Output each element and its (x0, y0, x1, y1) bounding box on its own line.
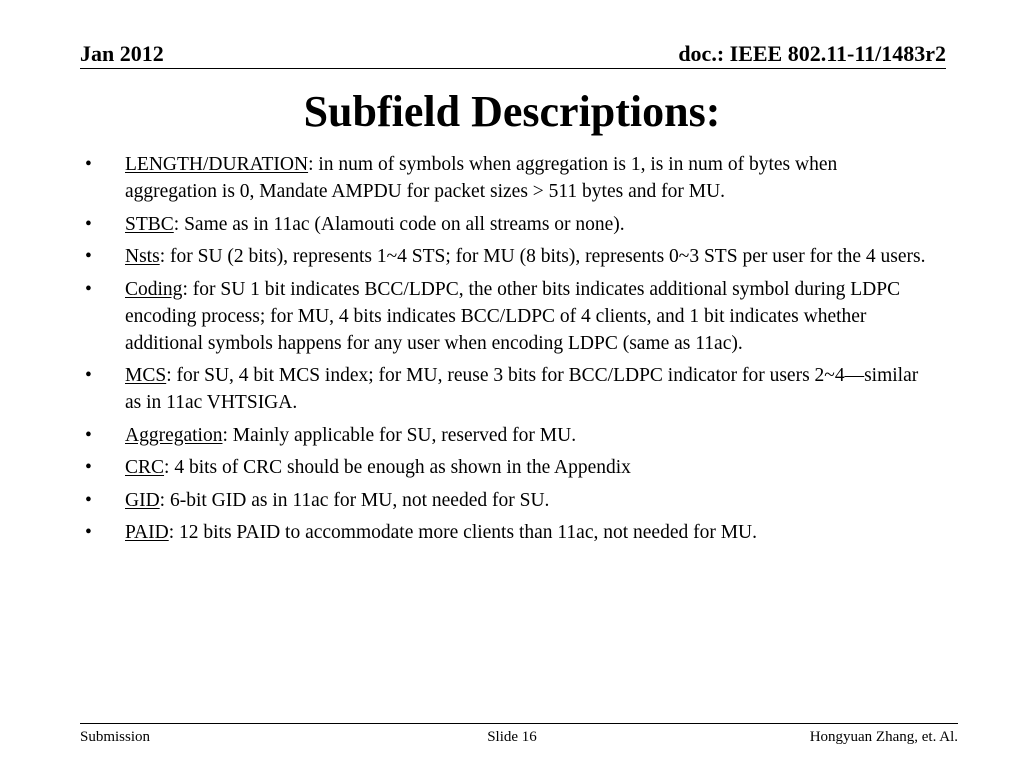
bullet-icon: • (85, 246, 92, 267)
bullet-icon: • (85, 365, 92, 386)
bullet-item-coding (84, 276, 932, 357)
header-divider (80, 68, 946, 69)
bullet-text: : Same as in 11ac (Alamouti code on all streams or none). (173, 213, 625, 235)
bullet-term: Nsts (125, 246, 160, 267)
bullet-icon: • (85, 522, 92, 543)
bullet-term: MCS (125, 365, 167, 386)
bullet-term: Aggregation (125, 424, 223, 446)
bullet-term: CRC (125, 457, 165, 478)
bullet-icon: • (85, 489, 92, 511)
bullet-icon: • (85, 213, 92, 235)
bullet-icon: • (85, 278, 92, 300)
bullet-text: : for SU (2 bits), represents 1~4 STS; for MU (8 bits), represents 0~3 STS per user for the 4 users. (159, 246, 926, 267)
bullet-item-gid (84, 487, 932, 514)
footer-submission: Submission (80, 729, 151, 745)
bullet-text: : 12 bits PAID to accommodate more clients than 11ac, not needed for MU. (168, 522, 758, 543)
bullet-term: LENGTH/DURATION (125, 154, 309, 175)
bullet-term: PAID (125, 522, 169, 543)
bullet-item-nsts (84, 243, 932, 270)
slide-title: Subfield Descriptions: (303, 87, 721, 136)
footer-slide-number: Slide 16 (487, 729, 537, 745)
bullet-text: : for SU 1 bit indicates BCC/LDPC, the other bits indicates additional symbol during LDPC encoding process; for MU, 4 bits indicates BCC/LDPC of 4 clients, and 1 bit indicates whether additional symbols happens for any user when encoding LDPC (same as 11ac). (125, 278, 901, 354)
bullet-icon: • (85, 154, 92, 175)
bullet-text: : 4 bits of CRC should be enough as shown in the Appendix (164, 457, 631, 478)
bullet-text: : for SU, 4 bit MCS index; for MU, reuse 3 bits for BCC/LDPC indicator for users 2~4—similar as in 11ac VHTSIGA. (125, 365, 919, 413)
bullet-term: Coding (125, 278, 183, 300)
header-doc-id: doc.: IEEE 802.11-11/1483r2 (678, 41, 946, 66)
bullet-item-stbc (84, 211, 932, 238)
bullet-text: : 6-bit GID as in 11ac for MU, not needed for SU. (159, 489, 550, 511)
bullet-item-length-duration (84, 151, 932, 205)
bullet-item-crc (84, 454, 932, 481)
bullet-item-aggregation (84, 422, 932, 449)
bullet-icon: • (85, 424, 92, 446)
header-date: Jan 2012 (80, 41, 164, 66)
bullet-text: : Mainly applicable for SU, reserved for MU. (222, 424, 577, 446)
bullet-item-paid (84, 519, 932, 546)
bullet-list (84, 151, 932, 552)
bullet-term: STBC (125, 213, 174, 235)
bullet-term: GID (125, 489, 160, 511)
bullet-text: : in num of symbols when aggregation is 1, is in num of bytes when aggregation is 0, Mandate AMPDU for packet sizes > 511 bytes and for MU. (125, 154, 838, 202)
footer-divider (80, 723, 958, 724)
bullet-icon: • (85, 457, 92, 478)
bullet-item-mcs (84, 362, 932, 416)
footer-author: Hongyuan Zhang, et. Al. (809, 729, 958, 745)
